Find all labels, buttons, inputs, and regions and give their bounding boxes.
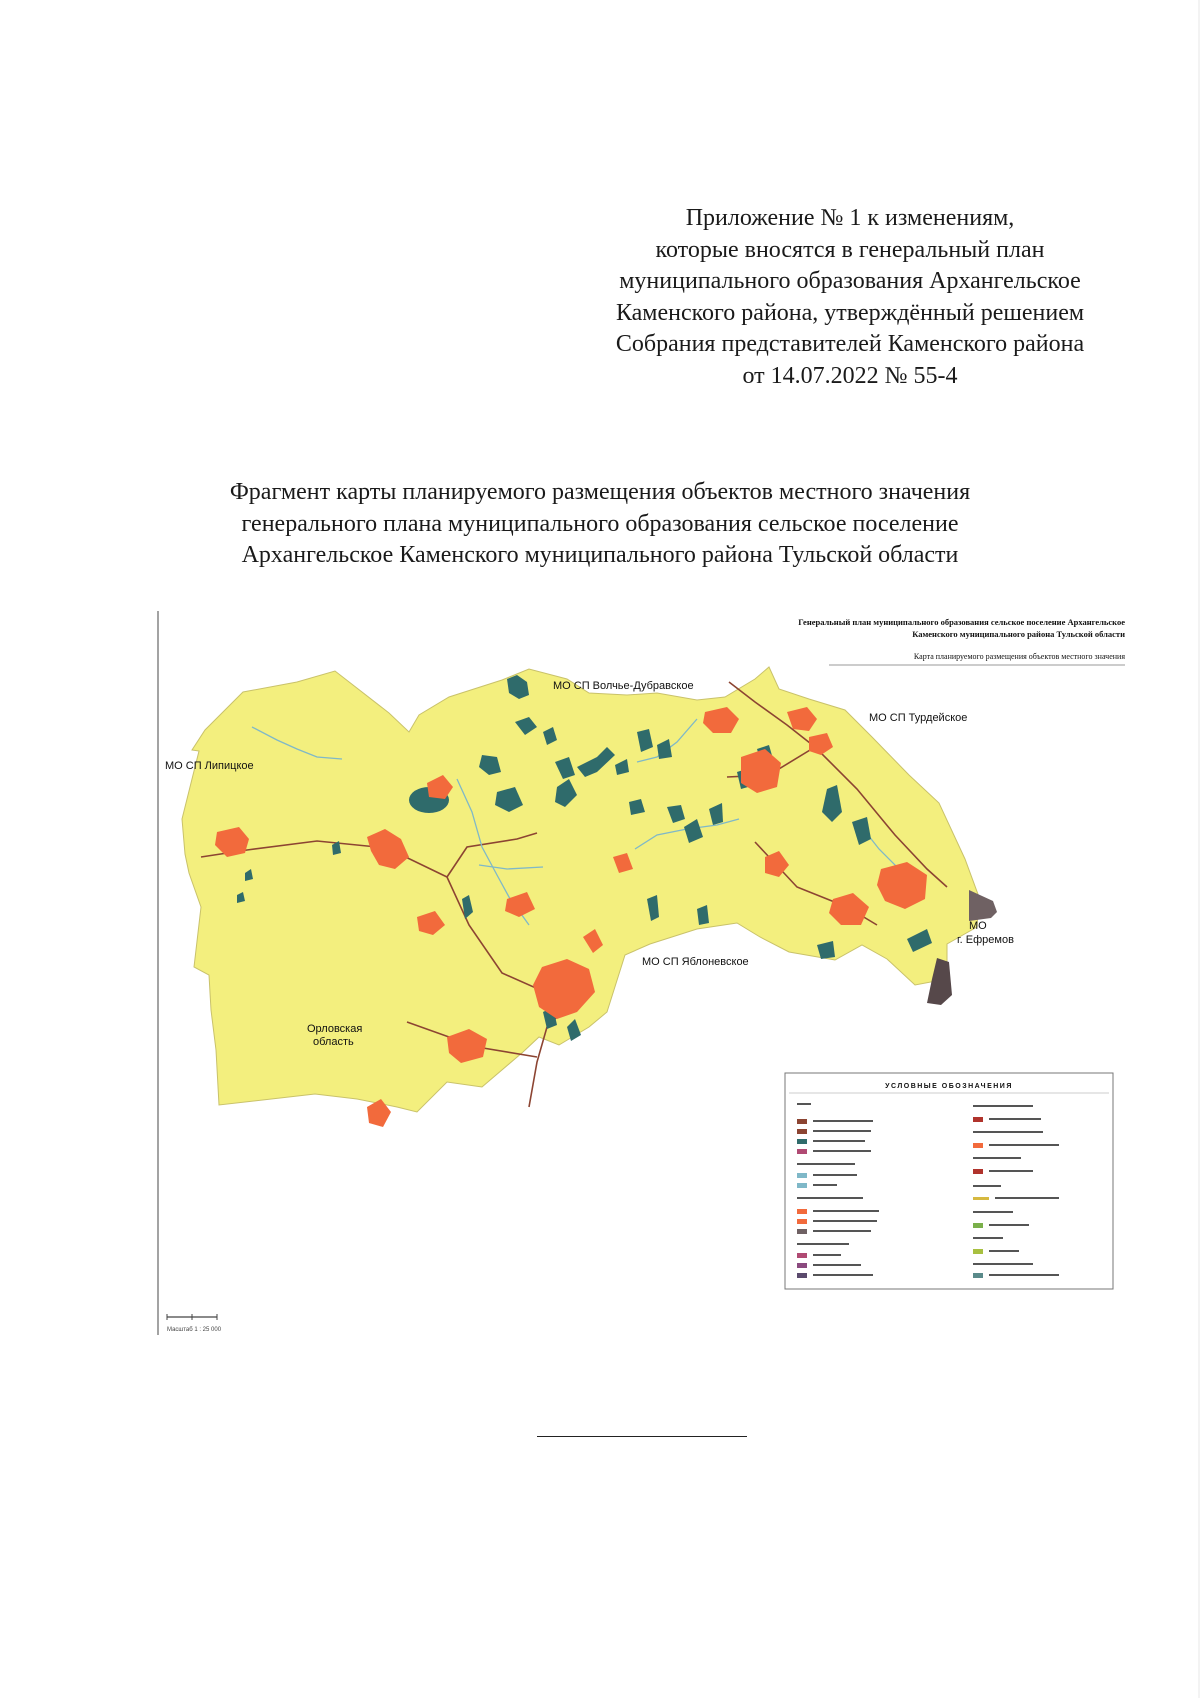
appendix-line: муниципального образования Архангельское [619,268,1081,294]
map-legend [785,1073,1113,1289]
heading-line: генерального плана муниципального образования сельское поселение [241,510,959,537]
map-header-line1: Генеральный план муниципального образования сельское поселение Архангельское [798,617,1125,627]
appendix-line: Приложение № 1 к изменениям, [685,205,1015,231]
document-heading [150,477,1050,572]
appendix-line: которые вносятся в генеральный план [655,236,1045,263]
heading-line: Архангельское Каменского муниципального района Тульской области [241,542,959,568]
label-lipitskoe: МО СП Липицкое [165,760,254,772]
label-orel-2: область [313,1036,354,1048]
appendix-line: Каменского района, утверждённый решением [615,299,1085,326]
label-yablonevskoe: МО СП Яблоневское [642,956,749,968]
map-header-line2: Каменского муниципального района Тульской области [912,629,1125,639]
bottom-rule [537,1436,747,1437]
label-efremov: г. Ефремов [957,934,1014,946]
scale-label: Масштаб 1 : 25 000 [167,1327,222,1333]
legend-title: УСЛОВНЫЕ ОБОЗНАЧЕНИЯ [885,1083,1013,1090]
label-volchye: МО СП Волчье-Дубравское [553,680,694,692]
appendix-line: от 14.07.2022 № 55-4 [742,362,958,389]
label-turdeyskoe: МО СП Турдейское [869,712,968,724]
map-subtitle: Карта планируемого размещения объектов местного значения [913,652,1125,661]
appendix-block [540,203,1160,392]
heading-line: Фрагмент карты планируемого размещения объектов местного значения [229,479,971,505]
appendix-line: Собрания представителей Каменского района [615,331,1085,357]
map-canvas [157,607,1130,1337]
label-efremov-prefix: МО [969,920,987,932]
map-figure [157,607,1130,1337]
label-orel-1: Орловская [307,1023,363,1035]
